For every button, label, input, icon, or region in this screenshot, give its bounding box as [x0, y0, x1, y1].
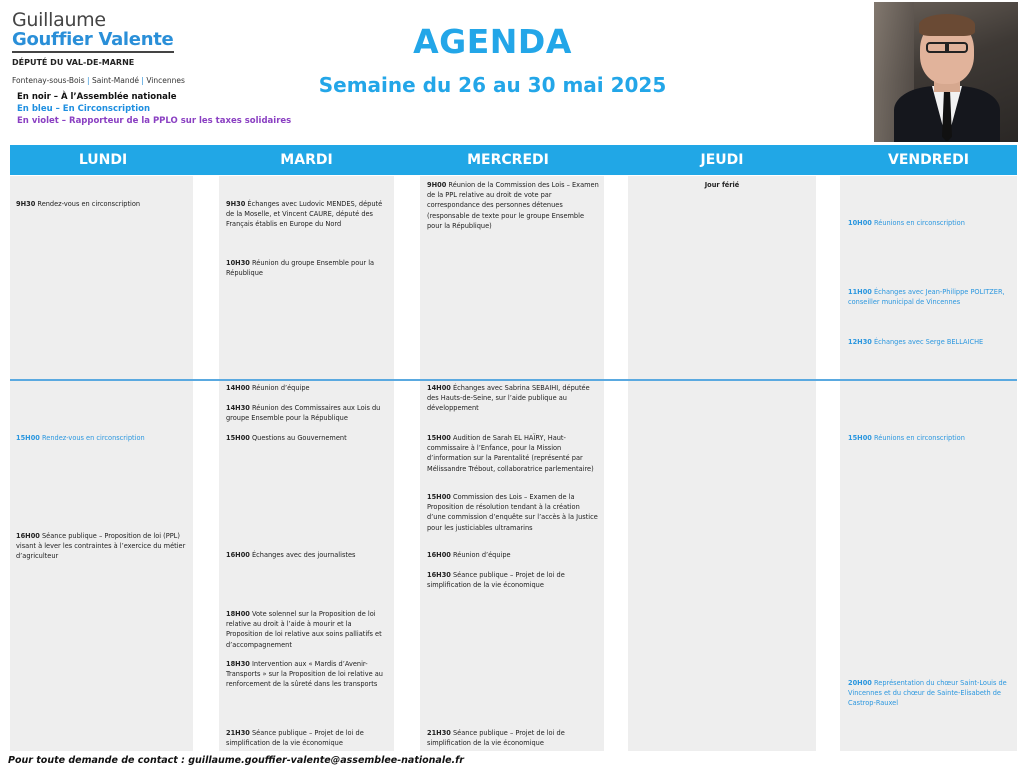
event-mardi-3: 14H00 Réunion d’équipe — [226, 384, 310, 392]
column-lundi — [10, 176, 193, 751]
page-title: AGENDA — [413, 22, 572, 61]
event-mercredi-1: 9H00 Réunion de la Commission des Lois – Examen de la PPL relative au droit de vote par correspondance des personnes détenues (responsable de texte pour le groupe Ensemble pour la République) — [427, 181, 599, 230]
day-header-jeudi: JEUDI — [700, 152, 744, 168]
legend-black: En noir – À l’Assemblée nationale — [17, 92, 177, 102]
event-mardi-1: 9H30 Échanges avec Ludovic MENDES, député de la Moselle, et Vincent CAURE, député des Français établis en Europe du Nord — [226, 200, 383, 229]
town-separator: | — [141, 75, 144, 85]
event-mercredi-2: 14H00 Échanges avec Sabrina SEBAIHI, députée des Hauts-de-Seine, sur l’aide publique au développement — [427, 384, 590, 413]
day-header-mardi: MARDI — [280, 152, 333, 168]
event-lundi-2: 15H00 Rendez-vous en circonscription — [16, 434, 145, 442]
legend-blue: En bleu – En Circonscription — [17, 104, 151, 114]
logo-last-name: Gouffier Valente — [12, 29, 174, 50]
column-vendredi — [840, 176, 1017, 751]
town-fontenay: Fontenay-sous-Bois — [12, 75, 85, 85]
day-header-lundi: LUNDI — [78, 152, 128, 168]
town-separator: | — [87, 75, 90, 85]
event-mercredi-7: 21H30 Séance publique – Projet de loi de simplification de la vie économique — [427, 729, 565, 748]
logo-towns — [12, 75, 185, 85]
color-legend — [17, 91, 291, 127]
town-saint-mande: Saint-Mandé — [91, 75, 139, 85]
column-jeudi — [628, 176, 816, 751]
event-jeudi-1: Jour férié — [704, 181, 740, 189]
event-vendredi-5: 20H00 Représentation du chœur Saint-Louis de Vincennes et du chœur de Sainte-Elisabeth de Castrop-Rauxel — [848, 679, 1007, 708]
morning-afternoon-divider — [10, 379, 1017, 381]
event-vendredi-2: 11H00 Échanges avec Jean-Philippe POLITZER, conseiller municipal de Vincennes — [848, 288, 1005, 307]
contact-footer: Pour toute demande de contact : guillaume.gouffier-valente@assemblee-nationale.fr — [8, 755, 464, 766]
event-mercredi-6: 16H30 Séance publique – Projet de loi de simplification de la vie économique — [427, 571, 565, 590]
event-mardi-5: 15H00 Questions au Gouvernement — [226, 434, 347, 442]
logo-rule — [12, 51, 174, 53]
day-header-vendredi: VENDREDI — [888, 152, 969, 168]
logo — [12, 9, 185, 85]
event-vendredi-4: 15H00 Réunions en circonscription — [848, 434, 965, 442]
page-subtitle: Semaine du 26 au 30 mai 2025 — [318, 73, 667, 97]
event-vendredi-1: 10H00 Réunions en circonscription — [848, 219, 965, 227]
logo-first-name: Guillaume — [12, 9, 106, 31]
event-mardi-8: 18H30 Intervention aux « Mardis d’Avenir-Transports » sur la Proposition de loi relative au renforcement de la sûreté dans les transports — [226, 660, 383, 689]
event-mardi-6: 16H00 Échanges avec des journalistes — [226, 551, 356, 559]
day-header-mercredi: MERCREDI — [467, 152, 549, 168]
logo-role: DÉPUTÉ DU VAL-DE-MARNE — [12, 57, 135, 67]
portrait-photo — [874, 2, 1018, 142]
event-mercredi-3: 15H00 Audition de Sarah EL HAÏRY, Haut-commissaire à l’Enfance, pour la Mission d’information sur la Parentalité (représenté par Mélissandre Trébout, collaboratrice parlementaire) — [427, 434, 594, 473]
event-mardi-7: 18H00 Vote solennel sur la Proposition de loi relative au droit à l’aide à mourir et la Proposition de loi relative aux soins palliatifs et d’accompagnement — [226, 610, 382, 649]
event-mardi-2: 10H30 Réunion du groupe Ensemble pour la République — [226, 259, 375, 278]
day-header-row — [10, 145, 1017, 175]
event-mardi-9: 21H30 Séance publique – Projet de loi de simplification de la vie économique — [226, 729, 364, 748]
legend-violet: En violet – Rapporteur de la PPLO sur les taxes solidaires — [17, 116, 292, 126]
event-mercredi-5: 16H00 Réunion d’équipe — [427, 551, 511, 559]
town-vincennes: Vincennes — [146, 75, 185, 85]
event-mardi-4: 14H30 Réunion des Commissaires aux Lois du groupe Ensemble pour la République — [226, 404, 381, 423]
event-mercredi-4: 15H00 Commission des Lois – Examen de la Proposition de résolution tendant à la création d’une commission d’enquête sur l’accès à la Justice pour les justiciables ultramarins — [427, 493, 598, 532]
event-lundi-1: 9H30 Rendez-vous en circonscription — [16, 200, 141, 208]
event-vendredi-3: 12H30 Échanges avec Serge BELLAICHE — [848, 338, 984, 346]
event-lundi-3: 16H00 Séance publique – Proposition de loi (PPL) visant à lever les contraintes à l’exercice du métier d’agriculteur — [16, 532, 186, 561]
